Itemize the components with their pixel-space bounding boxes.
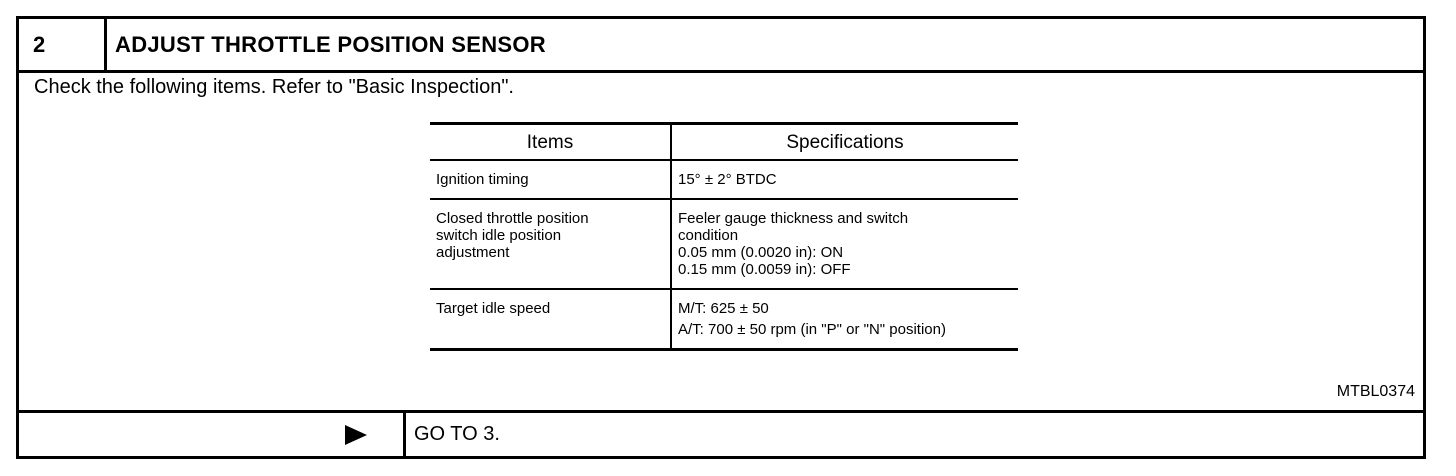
specification-table — [430, 122, 1018, 351]
spec-text: A/T: 700 ± 50 rpm (in "P" or "N" position) — [678, 321, 946, 338]
goto-next-step: GO TO 3. — [414, 423, 500, 445]
item-text: Target idle speed — [436, 300, 551, 317]
spec-text: 15° ± 2° BTDC — [678, 171, 777, 188]
table-header-row — [430, 124, 1018, 161]
spec-text: 0.15 mm (0.0059 in): OFF — [678, 261, 851, 278]
item-cell — [430, 289, 671, 350]
spec-text: 0.05 mm (0.0020 in): ON — [678, 244, 844, 261]
item-text: Closed throttle position — [436, 210, 589, 227]
step-footer — [19, 410, 1423, 456]
column-header-items: Items — [430, 124, 671, 161]
item-text: Ignition timing — [436, 171, 529, 188]
spec-text: M/T: 625 ± 50 — [678, 300, 769, 317]
item-text: adjustment — [436, 244, 510, 261]
spec-text: Feeler gauge thickness and switch — [678, 210, 909, 227]
arrow-cell — [19, 413, 406, 456]
spec-cell — [671, 289, 1018, 350]
step-number: 2 — [19, 19, 107, 70]
arrow-right-icon — [345, 425, 367, 445]
table-row — [430, 160, 1018, 199]
table-row — [430, 199, 1018, 289]
column-header-specifications: Specifications — [671, 124, 1018, 161]
inspection-step-frame — [16, 16, 1426, 459]
step-header — [19, 19, 1423, 73]
step-title: ADJUST THROTTLE POSITION SENSOR — [115, 32, 546, 57]
item-cell — [430, 160, 671, 199]
item-cell — [430, 199, 671, 289]
spec-text: condition — [678, 227, 739, 244]
table-row — [430, 289, 1018, 350]
spec-cell — [671, 160, 1018, 199]
spec-cell — [671, 199, 1018, 289]
instruction-text: Check the following items. Refer to "Basic Inspection". — [34, 76, 514, 98]
item-text: switch idle position — [436, 227, 562, 244]
table-reference-code: MTBL0374 — [1336, 383, 1415, 400]
